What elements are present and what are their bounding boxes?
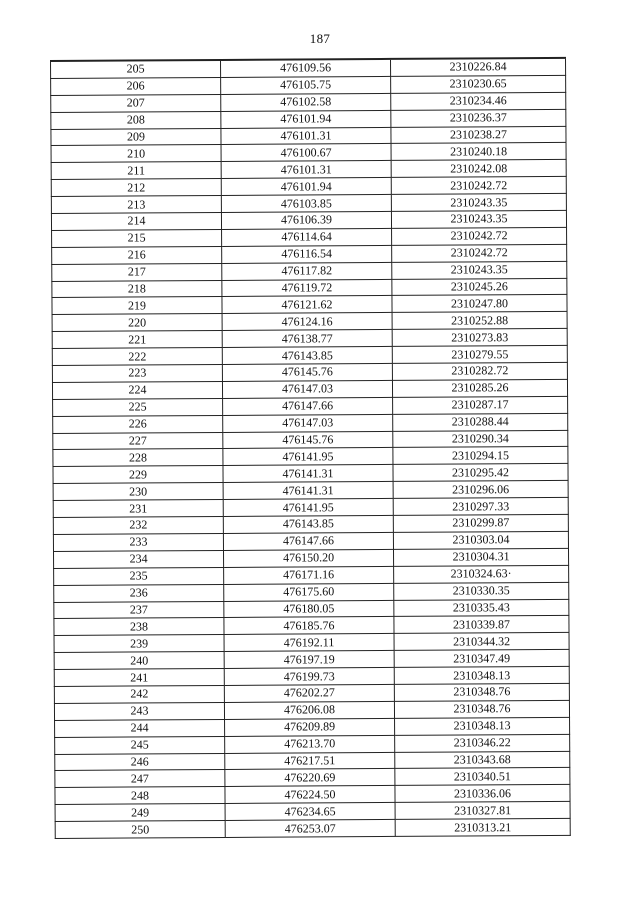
x-coordinate-cell: 476147.03 (223, 414, 393, 432)
point-number-cell: 243 (54, 702, 224, 720)
y-coordinate-cell: 2310236.37 (391, 109, 566, 127)
x-coordinate-cell: 476102.58 (221, 93, 391, 111)
point-number-cell: 234 (54, 550, 224, 568)
x-coordinate-cell: 476101.94 (221, 178, 391, 196)
x-coordinate-cell: 476253.07 (225, 819, 395, 837)
y-coordinate-cell: 2310313.21 (395, 818, 570, 836)
x-coordinate-cell: 476197.19 (224, 651, 394, 669)
point-number-cell: 208 (51, 111, 221, 129)
x-coordinate-cell: 476141.31 (223, 482, 393, 500)
x-coordinate-cell: 476101.94 (221, 110, 391, 128)
x-coordinate-cell: 476206.08 (224, 701, 394, 719)
y-coordinate-cell: 2310234.46 (391, 92, 566, 110)
y-coordinate-cell: 2310348.76 (394, 700, 569, 718)
point-number-cell: 228 (53, 449, 223, 467)
point-number-cell: 250 (55, 821, 225, 839)
point-number-cell: 221 (52, 331, 222, 349)
y-coordinate-cell: 2310285.26 (392, 379, 567, 397)
y-coordinate-cell: 2310242.72 (391, 177, 566, 195)
x-coordinate-cell: 476103.85 (221, 195, 391, 213)
point-number-cell: 249 (55, 804, 225, 822)
x-coordinate-cell: 476138.77 (222, 330, 392, 348)
x-coordinate-cell: 476147.66 (223, 532, 393, 550)
y-coordinate-cell: 2310242.08 (391, 160, 566, 178)
y-coordinate-cell: 2310243.35 (391, 193, 566, 211)
y-coordinate-cell: 2310290.34 (393, 430, 568, 448)
x-coordinate-cell: 476202.27 (224, 684, 394, 702)
y-coordinate-cell: 2310282.72 (392, 362, 567, 380)
x-coordinate-cell: 476141.95 (223, 499, 393, 517)
y-coordinate-cell: 2310303.04 (393, 531, 568, 549)
y-coordinate-cell: 2310245.26 (392, 278, 567, 296)
point-number-cell: 207 (51, 94, 221, 112)
x-coordinate-cell: 476220.69 (225, 769, 395, 787)
point-number-cell: 242 (54, 685, 224, 703)
y-coordinate-cell: 2310242.72 (392, 227, 567, 245)
point-number-cell: 239 (54, 635, 224, 653)
y-coordinate-cell: 2310279.55 (392, 345, 567, 363)
point-number-cell: 218 (52, 280, 222, 298)
y-coordinate-cell: 2310348.13 (395, 717, 570, 735)
y-coordinate-cell: 2310340.51 (395, 768, 570, 786)
y-coordinate-cell: 2310347.49 (394, 650, 569, 668)
x-coordinate-cell: 476143.85 (223, 515, 393, 533)
y-coordinate-cell: 2310299.87 (393, 514, 568, 532)
x-coordinate-cell: 476224.50 (225, 786, 395, 804)
point-number-cell: 233 (53, 533, 223, 551)
coordinates-table-body (51, 58, 571, 839)
y-coordinate-cell: 2310336.06 (395, 785, 570, 803)
x-coordinate-cell: 476217.51 (225, 752, 395, 770)
y-coordinate-cell: 2310288.44 (393, 413, 568, 431)
x-coordinate-cell: 476150.20 (223, 549, 393, 567)
x-coordinate-cell: 476143.85 (222, 347, 392, 365)
y-coordinate-cell: 2310247.80 (392, 295, 567, 313)
x-coordinate-cell: 476101.31 (221, 127, 391, 145)
x-coordinate-cell: 476121.62 (222, 296, 392, 314)
y-coordinate-cell: 2310327.81 (395, 802, 570, 820)
x-coordinate-cell: 476100.67 (221, 144, 391, 162)
y-coordinate-cell: 2310243.35 (391, 210, 566, 228)
x-coordinate-cell: 476213.70 (225, 735, 395, 753)
point-number-cell: 240 (54, 652, 224, 670)
point-number-cell: 246 (55, 753, 225, 771)
point-number-cell: 226 (53, 415, 223, 433)
y-coordinate-cell: 2310243.35 (392, 261, 567, 279)
point-number-cell: 222 (52, 348, 222, 366)
x-coordinate-cell: 476199.73 (224, 667, 394, 685)
point-number-cell: 220 (52, 314, 222, 332)
x-coordinate-cell: 476145.76 (222, 363, 392, 381)
y-coordinate-cell: 2310324.63· (394, 565, 569, 583)
coordinates-table (50, 57, 571, 839)
point-number-cell: 238 (54, 618, 224, 636)
y-coordinate-cell: 2310226.84 (390, 58, 565, 76)
point-number-cell: 206 (51, 77, 221, 95)
point-number-cell: 229 (53, 466, 223, 484)
x-coordinate-cell: 476105.75 (221, 76, 391, 94)
y-coordinate-cell: 2310339.87 (394, 616, 569, 634)
y-coordinate-cell: 2310344.32 (394, 633, 569, 651)
x-coordinate-cell: 476234.65 (225, 803, 395, 821)
y-coordinate-cell: 2310240.18 (391, 143, 566, 161)
point-number-cell: 225 (53, 398, 223, 416)
y-coordinate-cell: 2310287.17 (393, 396, 568, 414)
point-number-cell: 232 (53, 516, 223, 534)
point-number-cell: 209 (51, 128, 221, 146)
x-coordinate-cell: 476101.31 (221, 161, 391, 179)
y-coordinate-cell: 2310238.27 (391, 126, 566, 144)
y-coordinate-cell: 2310304.31 (393, 548, 568, 566)
y-coordinate-cell: 2310346.22 (395, 734, 570, 752)
x-coordinate-cell: 476116.54 (222, 245, 392, 263)
y-coordinate-cell: 2310297.33 (393, 497, 568, 515)
x-coordinate-cell: 476141.95 (223, 448, 393, 466)
point-number-cell: 245 (55, 736, 225, 754)
x-coordinate-cell: 476175.60 (224, 583, 394, 601)
point-number-cell: 235 (54, 567, 224, 585)
point-number-cell: 213 (51, 196, 221, 214)
point-number-cell: 214 (51, 212, 221, 230)
point-number-cell: 223 (52, 364, 222, 382)
y-coordinate-cell: 2310242.72 (392, 244, 567, 262)
x-coordinate-cell: 476117.82 (222, 262, 392, 280)
point-number-cell: 215 (52, 229, 222, 247)
x-coordinate-cell: 476185.76 (224, 617, 394, 635)
point-number-cell: 211 (51, 162, 221, 180)
point-number-cell: 217 (52, 263, 222, 281)
point-number-cell: 248 (55, 787, 225, 805)
point-number-cell: 244 (55, 719, 225, 737)
point-number-cell: 210 (51, 145, 221, 163)
point-number-cell: 227 (53, 432, 223, 450)
y-coordinate-cell: 2310296.06 (393, 481, 568, 499)
point-number-cell: 212 (51, 179, 221, 197)
point-number-cell: 241 (54, 669, 224, 687)
x-coordinate-cell: 476192.11 (224, 634, 394, 652)
point-number-cell: 247 (55, 770, 225, 788)
y-coordinate-cell: 2310348.13 (394, 666, 569, 684)
point-number-cell: 224 (52, 381, 222, 399)
point-number-cell: 231 (53, 500, 223, 518)
x-coordinate-cell: 476124.16 (222, 313, 392, 331)
x-coordinate-cell: 476180.05 (224, 600, 394, 618)
y-coordinate-cell: 2310273.83 (392, 329, 567, 347)
point-number-cell: 230 (53, 483, 223, 501)
x-coordinate-cell: 476147.66 (223, 397, 393, 415)
point-number-cell: 237 (54, 601, 224, 619)
x-coordinate-cell: 476145.76 (223, 431, 393, 449)
point-number-cell: 219 (52, 297, 222, 315)
x-coordinate-cell: 476114.64 (222, 228, 392, 246)
y-coordinate-cell: 2310252.88 (392, 312, 567, 330)
table-row (55, 818, 570, 838)
y-coordinate-cell: 2310295.42 (393, 464, 568, 482)
x-coordinate-cell: 476141.31 (223, 465, 393, 483)
page-number: 187 (309, 31, 331, 46)
x-coordinate-cell: 476119.72 (222, 279, 392, 297)
y-coordinate-cell: 2310335.43 (394, 599, 569, 617)
point-number-cell: 236 (54, 584, 224, 602)
x-coordinate-cell: 476109.56 (221, 59, 391, 77)
point-number-cell: 216 (52, 246, 222, 264)
y-coordinate-cell: 2310348.76 (394, 683, 569, 701)
y-coordinate-cell: 2310230.65 (391, 75, 566, 93)
y-coordinate-cell: 2310294.15 (393, 447, 568, 465)
point-number-cell: 205 (51, 60, 221, 78)
y-coordinate-cell: 2310330.35 (394, 582, 569, 600)
x-coordinate-cell: 476171.16 (224, 566, 394, 584)
x-coordinate-cell: 476106.39 (221, 211, 391, 229)
y-coordinate-cell: 2310343.68 (395, 751, 570, 769)
x-coordinate-cell: 476147.03 (222, 380, 392, 398)
x-coordinate-cell: 476209.89 (225, 718, 395, 736)
